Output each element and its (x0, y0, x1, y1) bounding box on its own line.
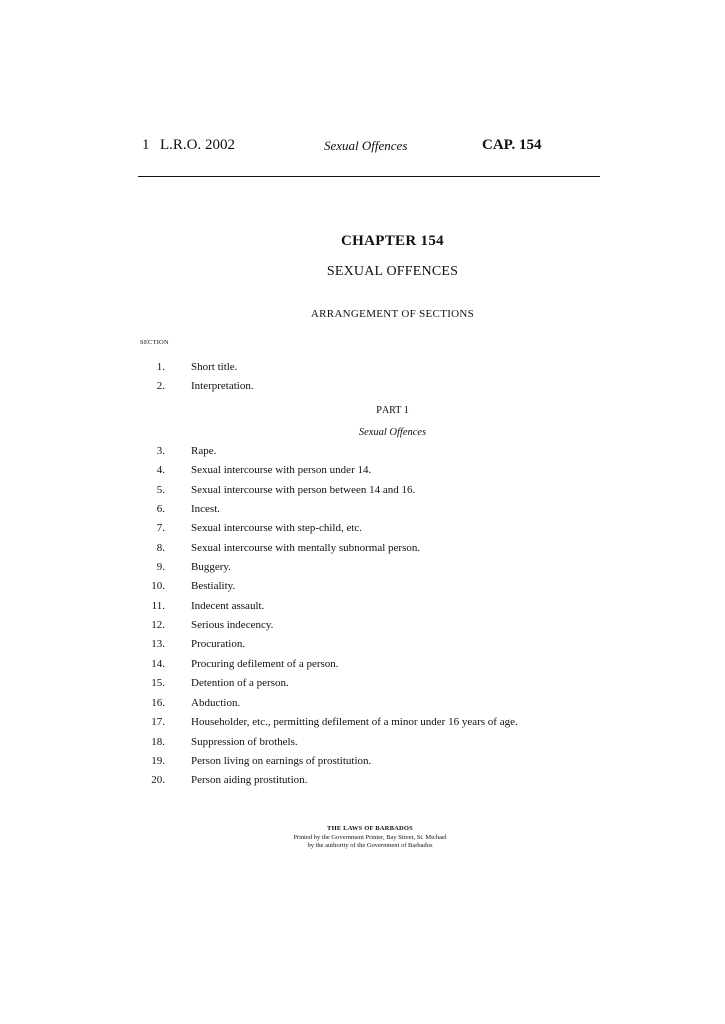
section-number: 1. (156, 361, 165, 373)
revision-label: L.R.O. 2002 (160, 137, 235, 153)
section-row (140, 619, 580, 638)
section-title: Rape. (191, 445, 217, 457)
section-title: Suppression of brothels. (191, 736, 298, 748)
section-row (140, 658, 580, 677)
running-title: Sexual Offences (324, 138, 408, 153)
section-number: 12. (151, 619, 165, 631)
section-number: 11. (151, 600, 165, 612)
section-row (140, 580, 580, 599)
chapter-reference: CAP. 154 (482, 137, 542, 153)
section-row (140, 503, 580, 522)
section-number: 15. (151, 677, 165, 689)
footer-printer-line: Printed by the Government Printer, Bay Street, St. Michael (293, 834, 447, 841)
section-row (140, 380, 580, 399)
chapter-subject: SEXUAL OFFENCES (326, 264, 459, 279)
part-label-initial: P (376, 405, 382, 416)
section-number: 13. (151, 638, 165, 650)
chapter-title: CHAPTER 154 (341, 233, 444, 249)
section-number: 4. (156, 464, 165, 476)
section-number: 3. (156, 445, 165, 457)
header-rule (138, 176, 600, 177)
section-row (140, 600, 580, 619)
part-heading (0, 405, 725, 416)
section-number: 20. (151, 774, 165, 786)
section-title: Buggery. (191, 561, 231, 573)
section-number: 7. (156, 522, 165, 534)
section-title: Indecent assault. (191, 600, 265, 612)
section-row (140, 677, 580, 696)
section-title: Interpretation. (191, 380, 254, 392)
section-title: Procuring defilement of a person. (191, 658, 339, 670)
section-row (140, 716, 580, 735)
section-title: Short title. (191, 361, 238, 373)
section-row (140, 755, 580, 774)
section-title: Sexual intercourse with person between 14 and 16. (191, 484, 416, 496)
footer-authority-line: by the authority of the Government of Barbados (307, 842, 433, 849)
section-title: Person living on earnings of prostitution. (191, 755, 372, 767)
section-title: Abduction. (191, 697, 241, 709)
section-number: 16. (151, 697, 165, 709)
section-number: 14. (151, 658, 165, 670)
section-number: 19. (151, 755, 165, 767)
section-row (140, 361, 580, 380)
section-row (140, 445, 580, 464)
section-number: 5. (156, 484, 165, 496)
section-number: 10. (151, 580, 165, 592)
section-title: Procuration. (191, 638, 246, 650)
section-title: Incest. (191, 503, 221, 515)
part-subtitle: Sexual Offences (358, 427, 427, 438)
section-title: Sexual intercourse with mentally subnormal person. (191, 542, 421, 554)
section-title: Sexual intercourse with step-child, etc. (191, 522, 363, 534)
section-row (140, 561, 580, 580)
section-title: Sexual intercourse with person under 14. (191, 464, 372, 476)
section-row (140, 522, 580, 541)
section-number: 9. (156, 561, 165, 573)
section-row (140, 697, 580, 716)
section-column-label: SECTION (140, 339, 169, 346)
page-number: 1 (142, 137, 150, 153)
section-row (140, 774, 580, 793)
section-title: Detention of a person. (191, 677, 289, 689)
section-number: 2. (156, 380, 165, 392)
section-title: Bestiality. (191, 580, 236, 592)
section-number: 6. (156, 503, 165, 515)
part-label-rest: ART (381, 405, 402, 416)
section-row (140, 542, 580, 561)
footer-title: THE LAWS OF BARBADOS (327, 825, 413, 832)
section-number: 8. (156, 542, 165, 554)
section-title: Person aiding prostitution. (191, 774, 308, 786)
section-row (140, 736, 580, 755)
part-number: 1 (403, 405, 409, 416)
section-title: Serious indecency. (191, 619, 274, 631)
section-row (140, 638, 580, 657)
section-row (140, 464, 580, 483)
arrangement-heading: ARRANGEMENT OF SECTIONS (310, 308, 475, 320)
section-row (140, 484, 580, 503)
section-number: 18. (151, 736, 165, 748)
section-number: 17. (151, 716, 165, 728)
section-title: Householder, etc., permitting defilement of a minor under 16 years of age. (191, 716, 518, 728)
